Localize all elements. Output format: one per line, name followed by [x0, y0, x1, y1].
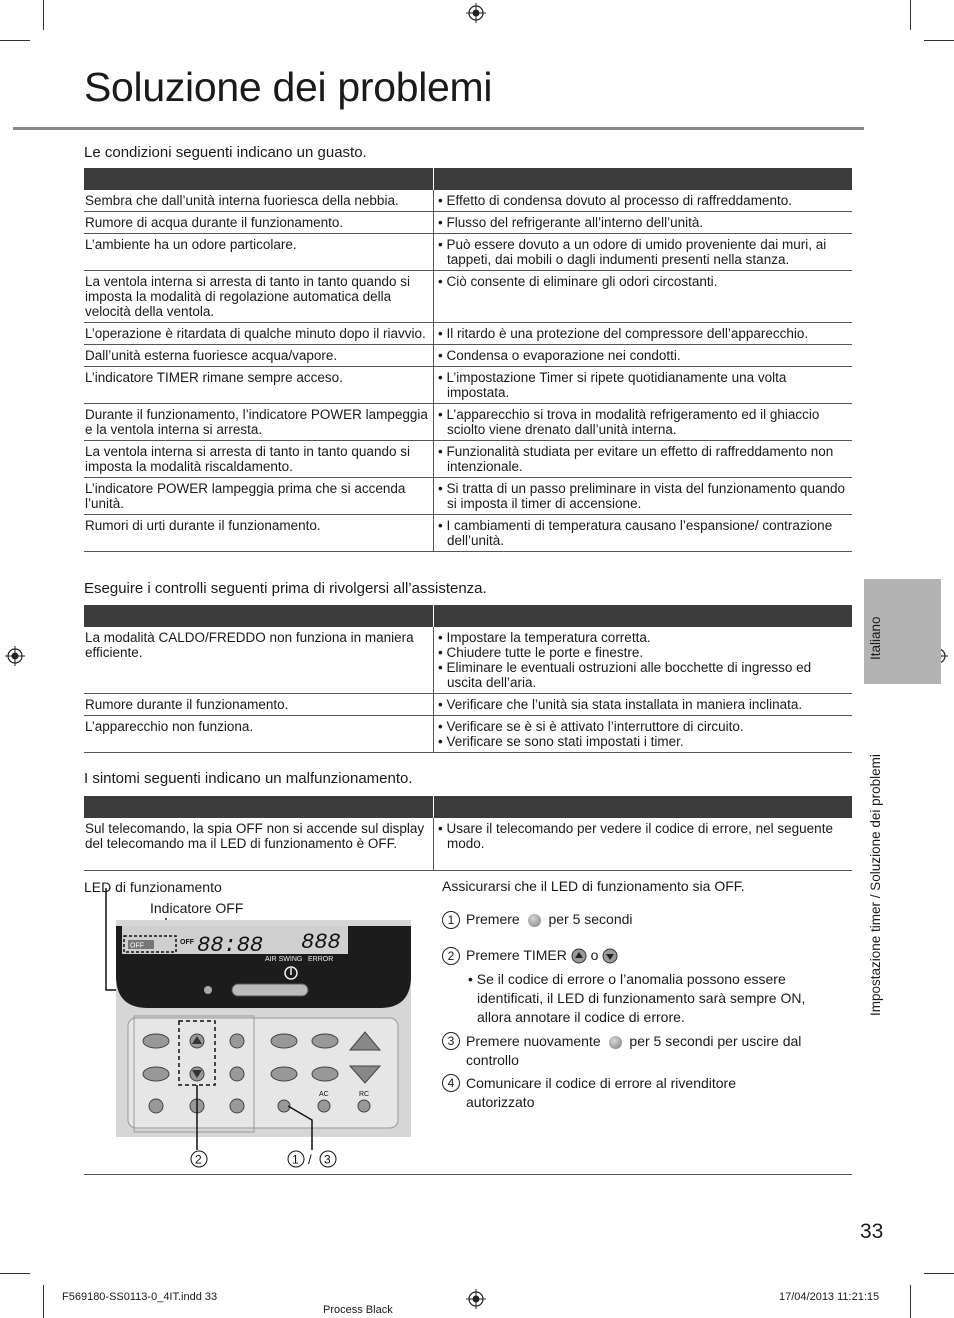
error-label: ERROR — [308, 956, 334, 963]
step-3 — [442, 1032, 822, 1070]
symptom-cell: L’indicatore POWER lampeggia prima che si accenda l’unità. — [84, 478, 434, 515]
registration-mark-icon — [5, 646, 25, 666]
running-header: Impostazione timer / Soluzione dei problemi — [868, 754, 883, 1016]
procedure-intro: Assicurarsi che il LED di funzionamento sia OFF. — [442, 878, 745, 894]
symptom-cell: Sembra che dall’unità interna fuoriesca della nebbia. — [84, 190, 434, 212]
table-row — [84, 345, 852, 367]
step-number: 3 — [442, 1032, 460, 1050]
callout-3: 3 — [324, 1152, 331, 1167]
symptom-cell: La modalità CALDO/FREDDO non funziona in maniera efficiente. — [84, 627, 434, 694]
section3-bottom-rule — [84, 1174, 852, 1175]
cause-cell — [434, 404, 853, 441]
step-text: Premere nuovamente — [466, 1033, 601, 1049]
table-header-cell — [434, 796, 853, 818]
section1-heading: Le condizioni seguenti indicano un guasto. — [84, 144, 367, 161]
cause-item: • Verificare che l’unità sia stata installata in maniera inclinata. — [438, 697, 849, 712]
lcd-code: 888 — [301, 930, 341, 955]
lcd-off-text: OFF — [130, 942, 144, 950]
step-text: per 5 secondi per uscire dal controllo — [466, 1033, 802, 1068]
step-text: Premere — [466, 911, 520, 927]
registration-mark-icon — [466, 1289, 486, 1309]
remote-control-illustration — [100, 880, 415, 1170]
footer-file: F569180-SS0113-0_4IT.indd 33 — [62, 1291, 218, 1303]
section3-heading: I sintomi seguenti indicano un malfunzionamento. — [84, 770, 413, 787]
rc-button-label: RC — [359, 1091, 370, 1098]
table-row — [84, 190, 852, 212]
crop-mark — [924, 1273, 954, 1274]
cause-item: • Usare il telecomando per vedere il codice di errore, nel seguente modo. — [438, 821, 849, 851]
table-row — [84, 404, 852, 441]
symptom-cell: L’operazione è ritardata di qualche minuto dopo il riavvio. — [84, 323, 434, 345]
cause-item: • Ciò consente di eliminare gli odori circostanti. — [438, 274, 849, 289]
table-row — [84, 212, 852, 234]
symptom-cell: Sul telecomando, la spia OFF non si accende sul display del telecomando ma il LED di funzionamento è OFF. — [84, 818, 434, 871]
table-row — [84, 478, 852, 515]
table-row — [84, 694, 852, 716]
ac-button-label: AC — [319, 1091, 329, 1098]
cause-item: • Flusso del refrigerante all’interno dell’unità. — [438, 215, 849, 230]
page-title: Soluzione dei problemi — [84, 64, 493, 110]
crop-mark — [910, 0, 911, 30]
table-row — [84, 367, 852, 404]
cause-item: • Eliminare le eventuali ostruzioni alle bocchette di ingresso ed uscita dell’aria. — [438, 660, 849, 690]
symptom-cell: L’ambiente ha un odore particolare. — [84, 234, 434, 271]
table-row — [84, 271, 852, 323]
timer-down-icon — [602, 948, 618, 964]
table-row — [84, 515, 852, 552]
footer-date: 17/04/2013 11:21:15 — [779, 1291, 880, 1303]
cause-cell — [434, 716, 853, 753]
language-tab-label: Italiano — [868, 616, 883, 660]
footer-process: Process Black — [323, 1304, 393, 1316]
symptom-cell: Rumore di acqua durante il funzionamento. — [84, 212, 434, 234]
cause-item: • Verificare se è si è attivato l’interruttore di circuito. — [438, 719, 849, 734]
lcd-time: 88:88 — [197, 933, 264, 958]
table-header-cell — [84, 168, 434, 190]
callout-1: 1 — [292, 1152, 299, 1167]
symptom-cell: L’apparecchio non funziona. — [84, 716, 434, 753]
callout-slash: / — [308, 1152, 312, 1167]
symptom-cell: La ventola interna si arresta di tanto in tanto quando si imposta la modalità di regolazione automatica della velocità della ventola. — [84, 271, 434, 323]
cause-item: • I cambiamenti di temperatura causano l’espansione/ contrazione dell’unità. — [438, 518, 849, 548]
symptom-cell: L’indicatore TIMER rimane sempre acceso. — [84, 367, 434, 404]
step-text: Comunicare il codice di errore al rivenditore autorizzato — [466, 1075, 737, 1110]
cause-cell — [434, 818, 853, 871]
cause-item: • Il ritardo è una protezione del compressore dell’apparecchio. — [438, 326, 849, 341]
step-1 — [442, 910, 633, 929]
check-table — [84, 605, 852, 753]
cause-item: • Chiudere tutte le porte e finestre. — [438, 645, 849, 660]
check-button-icon — [609, 1036, 622, 1049]
crop-mark — [0, 1273, 30, 1274]
crop-mark — [924, 40, 954, 41]
table-row — [84, 234, 852, 271]
cause-cell — [434, 515, 853, 552]
cause-item: • Può essere dovuto a un odore di umido proveniente dai muri, ai tappeti, dai mobili o dagli indumenti presenti nella stanza. — [438, 237, 849, 267]
step-2 — [442, 946, 618, 965]
table-row — [84, 818, 852, 871]
cause-cell — [434, 190, 853, 212]
cause-cell — [434, 441, 853, 478]
cause-cell — [434, 345, 853, 367]
cause-cell — [434, 212, 853, 234]
table-row — [84, 716, 852, 753]
callout-2: 2 — [195, 1152, 202, 1167]
table-row — [84, 627, 852, 694]
airswing-label: AIR SWING — [265, 956, 303, 963]
crop-mark — [910, 1285, 911, 1318]
registration-mark-icon — [466, 3, 486, 23]
table-header-cell — [434, 168, 853, 190]
cause-item: • Condensa o evaporazione nei condotti. — [438, 348, 849, 363]
cause-item: • L’impostazione Timer si ripete quotidianamente una volta impostata. — [438, 370, 849, 400]
symptom-cell: Dall’unità esterna fuoriesce acqua/vapore. — [84, 345, 434, 367]
step-number: 1 — [442, 911, 460, 929]
symptom-cell: Rumori di urti durante il funzionamento. — [84, 515, 434, 552]
step-note: • Se il codice di errore o l’anomalia possono essere identificati, il LED di funzionamento sarà sempre ON, allora annotare il codice di errore. — [468, 970, 818, 1027]
crop-mark — [43, 1285, 44, 1318]
symptom-cell: Durante il funzionamento, l’indicatore POWER lampeggia e la ventola interna si arresta. — [84, 404, 434, 441]
step-text: Premere TIMER — [466, 947, 567, 963]
table-row — [84, 323, 852, 345]
table-header-cell — [84, 796, 434, 818]
table-header-cell — [434, 605, 853, 627]
crop-mark — [0, 40, 30, 41]
cause-cell — [434, 627, 853, 694]
section2-heading: Eseguire i controlli seguenti prima di rivolgersi all’assistenza. — [84, 580, 487, 597]
cause-item: • Impostare la temperatura corretta. — [438, 630, 849, 645]
cause-item: • Effetto di condensa dovuto al processo di raffreddamento. — [438, 193, 849, 208]
step-4 — [442, 1074, 822, 1112]
cause-item: • Si tratta di un passo preliminare in vista del funzionamento quando si imposta il timer di accensione. — [438, 481, 849, 511]
cause-item: • L’apparecchio si trova in modalità refrigeramento ed il ghiaccio sciolto viene drenato dall’unità interna. — [438, 407, 849, 437]
cause-item: • Verificare se sono stati impostati i timer. — [438, 734, 849, 749]
step-number: 4 — [442, 1074, 460, 1092]
check-button-icon — [528, 914, 541, 927]
crop-mark — [43, 0, 44, 30]
title-divider — [13, 127, 864, 130]
step-number: 2 — [442, 947, 460, 965]
symptom-cell: La ventola interna si arresta di tanto in tanto quando si imposta la modalità riscaldamento. — [84, 441, 434, 478]
cause-cell — [434, 271, 853, 323]
step-text: o — [590, 947, 599, 963]
cause-cell — [434, 694, 853, 716]
cause-cell — [434, 367, 853, 404]
timer-up-icon — [571, 948, 587, 964]
fault-table — [84, 168, 852, 552]
step-2-note — [468, 970, 818, 1027]
malfunction-table — [84, 796, 852, 871]
table-header-cell — [84, 605, 434, 627]
step-text: per 5 secondi — [548, 911, 633, 927]
symptom-cell: Rumore durante il funzionamento. — [84, 694, 434, 716]
lcd-off-small: OFF — [180, 939, 194, 946]
cause-item: • Funzionalità studiata per evitare un effetto di raffreddamento non intenzionale. — [438, 444, 849, 474]
led-label: LED di funzionamento — [84, 879, 222, 895]
cause-cell — [434, 478, 853, 515]
page-number: 33 — [860, 1220, 884, 1243]
cause-cell — [434, 323, 853, 345]
off-indicator-label: Indicatore OFF — [150, 900, 244, 916]
cause-cell — [434, 234, 853, 271]
table-row — [84, 441, 852, 478]
